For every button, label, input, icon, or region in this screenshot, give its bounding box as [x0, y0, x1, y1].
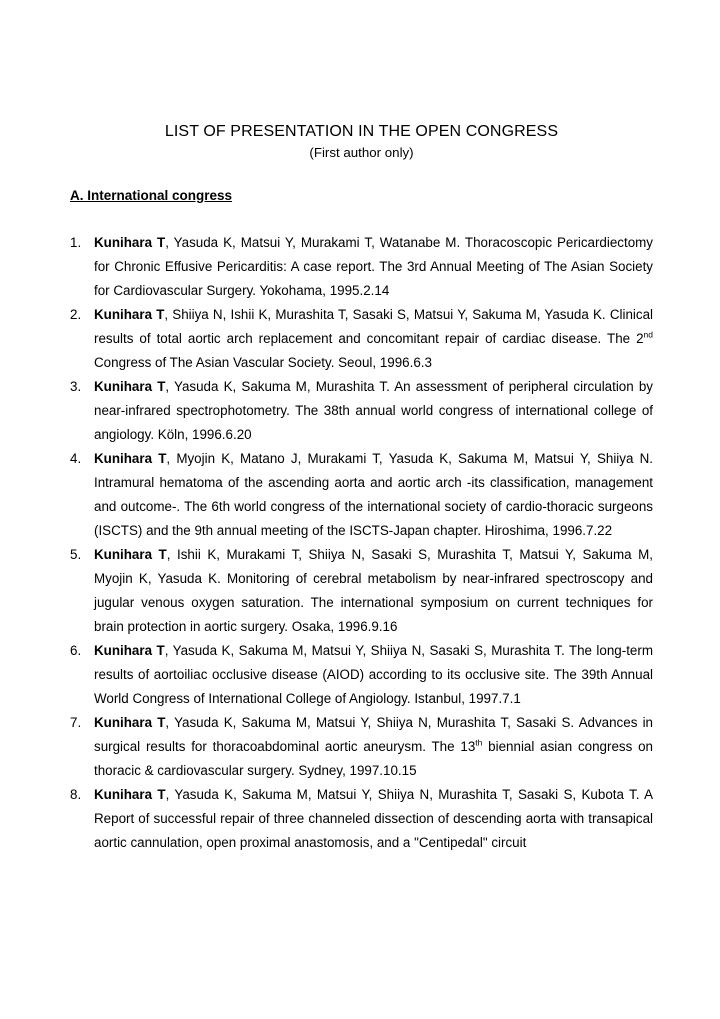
reference-text: , Yasuda K, Sakuma M, Murashita T. An assessment of peripheral circulation by near-infrared spectrophotometry. The 38th annual world congress of international college of angiology. Köln, 1996.6.20: [94, 379, 653, 442]
reference-item: [70, 543, 653, 639]
reference-text: , Yasuda K, Sakuma M, Matsui Y, Shiiya N, Sasaki S, Murashita T. The long-term results of aortoiliac occlusive disease (AIOD) according to its occlusive site. The 39th Annual World Congress of International College of Angiology. Istanbul, 1997.7.1: [94, 643, 653, 706]
reference-item: [70, 783, 653, 855]
reference-item: [70, 375, 653, 447]
reference-first-author: Kunihara T: [94, 451, 167, 466]
reference-first-author: Kunihara T: [94, 307, 165, 322]
ordinal-superscript: th: [475, 737, 483, 748]
ordinal-superscript: nd: [643, 329, 653, 340]
reference-number: 2.: [70, 307, 82, 322]
page-title: LIST OF PRESENTATION IN THE OPEN CONGRESS: [164, 123, 559, 140]
reference-text: , Myojin K, Matano J, Murakami T, Yasuda K, Sakuma M, Matsui Y, Shiiya N. Intramural hematoma of the ascending aorta and aortic arch -its classification, management and outcome-. The 6th world congress of the international society of cardio-thoracic surgeons (ISCTS) and the 9th annual meeting of the ISCTS-Japan chapter. Hiroshima, 1996.7.22: [94, 451, 653, 538]
reference-first-author: Kunihara T: [94, 643, 165, 658]
reference-text: , Yasuda K, Matsui Y, Murakami T, Watanabe M. Thoracoscopic Pericardiectomy for Chronic Effusive Pericarditis: A case report. The 3rd Annual Meeting of The Asian Society for Cardiovascular Surgery. Yokohama, 1995.2.14: [94, 235, 654, 298]
reference-first-author: Kunihara T: [94, 379, 166, 394]
page-subtitle: (First author only): [309, 145, 414, 160]
reference-number: 7.: [70, 715, 82, 730]
reference-first-author: Kunihara T: [94, 547, 167, 562]
reference-item: [70, 231, 653, 303]
reference-item: [70, 447, 653, 543]
reference-number: 4.: [70, 451, 82, 466]
reference-text: , Shiiya N, Ishii K, Murashita T, Sasaki S, Matsui Y, Sakuma M, Yasuda K. Clinical results of total aortic arch replacement and concomitant repair of cardiac disease. The 2: [94, 307, 653, 346]
reference-first-author: Kunihara T: [94, 235, 166, 250]
reference-text: , Yasuda K, Sakuma M, Matsui Y, Shiiya N, Murashita T, Sasaki S, Kubota T. A Report of successful repair of three channeled dissection of descending aorta with transapical aortic cannulation, open proximal anastomosis, and a "Centipedal" circuit: [94, 787, 654, 850]
reference-number: 3.: [70, 379, 82, 394]
reference-number: 6.: [70, 643, 82, 658]
reference-number: 5.: [70, 547, 82, 562]
reference-text-continued: biennial asian congress on thoracic & cardiovascular surgery. Sydney, 1997.10.15: [94, 739, 653, 778]
reference-text-continued: Congress of The Asian Vascular Society. Seoul, 1996.6.3: [94, 355, 432, 370]
reference-text: , Yasuda K, Sakuma M, Matsui Y, Shiiya N, Murashita T, Sasaki S. Advances in surgical results for thoracoabdominal aortic aneurysm. The 13: [94, 715, 654, 754]
reference-text: , Ishii K, Murakami T, Shiiya N, Sasaki S, Murashita T, Matsui Y, Sakuma M, Myojin K, Yasuda K. Monitoring of cerebral metabolism by near-infrared spectroscopy and jugular venous oxygen saturation. The international symposium on current techniques for brain protection in aortic surgery. Osaka, 1996.9.16: [94, 547, 654, 634]
reference-item: [70, 711, 653, 783]
reference-item: [70, 303, 653, 375]
section-heading: A. International congress: [70, 188, 233, 203]
reference-first-author: Kunihara T: [94, 715, 166, 730]
reference-list: [70, 231, 653, 855]
reference-number: 1.: [70, 235, 82, 250]
reference-item: [70, 639, 653, 711]
reference-number: 8.: [70, 787, 82, 802]
reference-first-author: Kunihara T: [94, 787, 166, 802]
